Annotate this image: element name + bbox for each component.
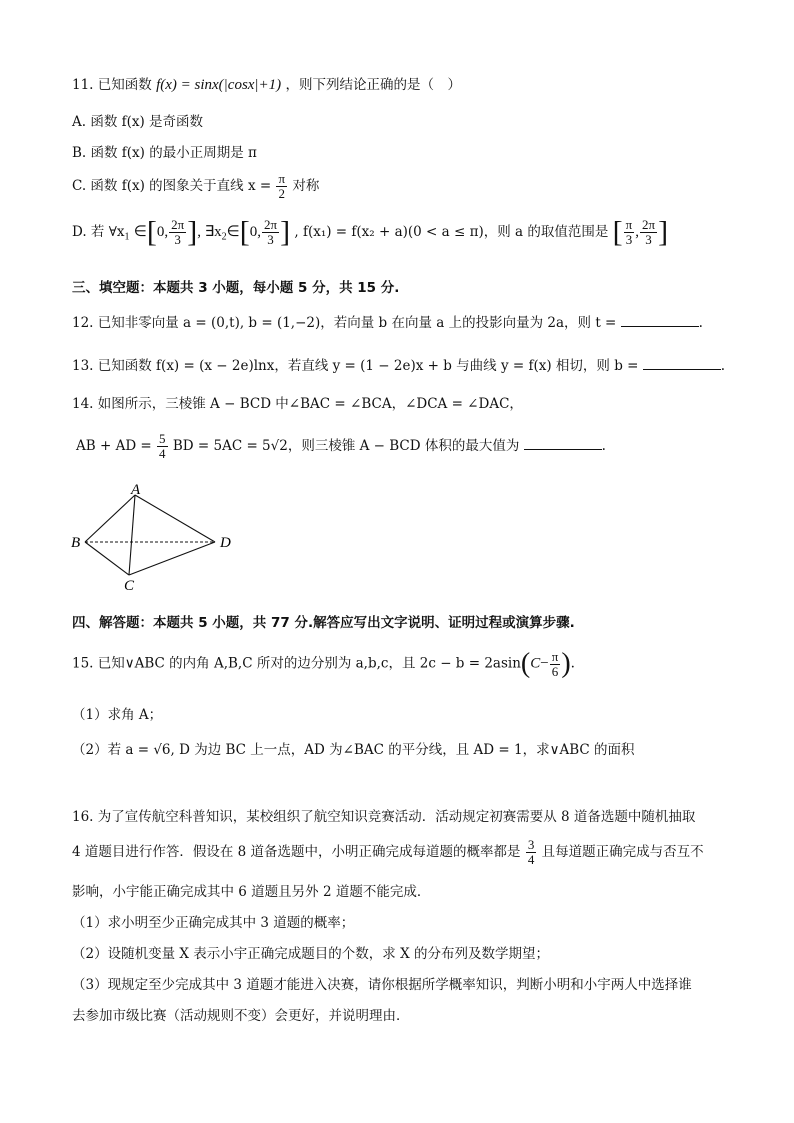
q11-option-c bbox=[72, 172, 319, 201]
q16-part2: （2）设随机变量 X 表示小宇正确完成题目的个数，求 X 的分布列及数学期望； bbox=[72, 946, 549, 962]
q16-line3: 影响，小宇能正确完成其中 6 道题且另外 2 道题不能完成． bbox=[72, 884, 431, 900]
q15-stem: 15. 已知∨ABC 的内角 A,B,C 所对的边分别为 a,b,c，且 2c − b = 2asin(C− $\frac{\pi}{6}$ ). bbox=[72, 648, 575, 679]
q11-option-b: B. 函数 f(x) 的最小正周期是 π bbox=[72, 145, 257, 161]
edge-ab bbox=[85, 495, 135, 542]
q15-stem-prefix: 15. 已知∨ABC 的内角 A,B,C 所对的边分别为 a,b,c，且 2c − b = 2asin bbox=[72, 655, 521, 672]
q11-stem-suffix: ，则下列结论正确的是（ ） bbox=[285, 77, 461, 93]
vertex-label-b: B bbox=[71, 535, 81, 551]
q11-option-d-prefix: D. 若 ∀x bbox=[72, 224, 125, 240]
q14-line2: AB + AD = $\frac{5}{4}$ BD = 5AC = 5√2，则三棱锥 A − BCD 体积的最大值为 . bbox=[76, 431, 606, 461]
q11-option-c-suffix: 对称 bbox=[292, 178, 320, 194]
q13: 13. 已知函数 f(x) = (x − 2e)lnx，若直线 y = (1 − 2e)x + b 与曲线 y = f(x) 相切，则 b = . bbox=[72, 358, 726, 374]
section-3-heading: 三、填空题：本题共 3 小题，每小题 5 分，共 15 分. bbox=[72, 280, 400, 296]
edge-bc bbox=[85, 542, 129, 575]
vertex-label-a: A bbox=[131, 482, 141, 498]
q12-answer-blank[interactable] bbox=[621, 314, 699, 327]
edge-ad bbox=[135, 495, 215, 542]
fraction-5-over-4: $\frac{5}{4}$ bbox=[159, 431, 166, 461]
q16-part3b: 去参加市级比赛（活动规则不变）会更好，并说明理由． bbox=[72, 1008, 410, 1024]
q14-line2-prefix: AB + AD = bbox=[76, 438, 152, 454]
q11-option-a: A. 函数 f(x) 是奇函数 bbox=[72, 114, 204, 130]
q13-answer-blank[interactable] bbox=[643, 357, 721, 370]
fraction-pi-over-2: $\frac{\pi}{2}$ bbox=[278, 171, 286, 201]
q15-part2: （2）若 a = √6, D 为边 BC 上一点，AD 为∠BAC 的平分线，且 AD = 1，求∨ABC 的面积 bbox=[72, 742, 635, 758]
q11-formula: f(x) = sinx(|cosx|+1) bbox=[156, 77, 282, 93]
edge-ac bbox=[129, 495, 135, 575]
q16-part3a: （3）现规定至少完成其中 3 道题才能进入决赛，请你根据所学概率知识，判断小明和小宇两人中选择谁 bbox=[72, 977, 692, 993]
q14-line2-mid: BD = 5AC = 5√2，则三棱锥 A − BCD 体积的最大值为 bbox=[172, 438, 520, 454]
q13-text: 13. 已知函数 f(x) = (x − 2e)lnx，若直线 y = (1 − 2e)x + b 与曲线 y = f(x) 相切，则 b = bbox=[72, 358, 639, 374]
vertex-label-c: C bbox=[124, 578, 135, 592]
q14-line1: 14. 如图所示，三棱锥 A − BCD 中∠BAC = ∠BCA，∠DCA = ∠DAC， bbox=[72, 396, 523, 412]
section-4-heading: 四、解答题：本题共 5 小题，共 77 分.解答应写出文字说明、证明过程或演算步骤. bbox=[72, 615, 575, 631]
q16-line2 bbox=[72, 838, 704, 867]
edge-cd bbox=[129, 542, 215, 575]
fraction-3-over-4: $\frac{3}{4}$ bbox=[527, 837, 535, 867]
q11-stem bbox=[72, 73, 461, 94]
q12-text: 12. 已知非零向量 a = (0,t), b = (1,−2)，若向量 b 在向量 a 上的投影向量为 2a，则 t = bbox=[72, 315, 617, 331]
q16-line1: 16. 为了宣传航空科普知识，某校组织了航空知识竞赛活动．活动规定初赛需要从 8 道备选题中随机抽取 bbox=[72, 809, 696, 825]
tetrahedron-diagram bbox=[68, 482, 248, 592]
q15-part1: （1）求角 A； bbox=[72, 707, 163, 723]
q16-part1: （1）求小明至少正确完成其中 3 道题的概率； bbox=[72, 915, 355, 931]
q16-line2-prefix: 4 道题目进行作答．假设在 8 道备选题中，小明正确完成每道题的概率都是 bbox=[72, 844, 521, 860]
q12: 12. 已知非零向量 a = (0,t), b = (1,−2)，若向量 b 在向量 a 上的投影向量为 2a，则 t = . bbox=[72, 315, 703, 331]
q16-line2-suffix: 且每道题正确完成与否互不 bbox=[541, 844, 704, 860]
q11-option-d-mid: , f(x₁) = f(x₂ + a)(0 < a ≤ π)，则 a 的取值范围是 bbox=[294, 224, 609, 240]
vertex-label-d: D bbox=[220, 535, 231, 551]
q11-option-d: D. 若 $\forall x_1$ ∈[0, $\frac{2\pi}{3}$ ], $\exists x_2\in[0$, $\frac{2\pi}{3}$ ] , f(x₁) = f(x₂ + a)(0 < a ≤ π)，则 a 的取值范围是 [ $\frac{\pi}{3}$ , $\frac{2\pi}{3}$ ] bbox=[72, 215, 669, 249]
q11-stem-prefix: 11. 已知函数 bbox=[72, 77, 152, 93]
q14-answer-blank[interactable] bbox=[524, 437, 602, 450]
q11-option-c-prefix: C. 函数 f(x) 的图象关于直线 x = bbox=[72, 178, 272, 194]
